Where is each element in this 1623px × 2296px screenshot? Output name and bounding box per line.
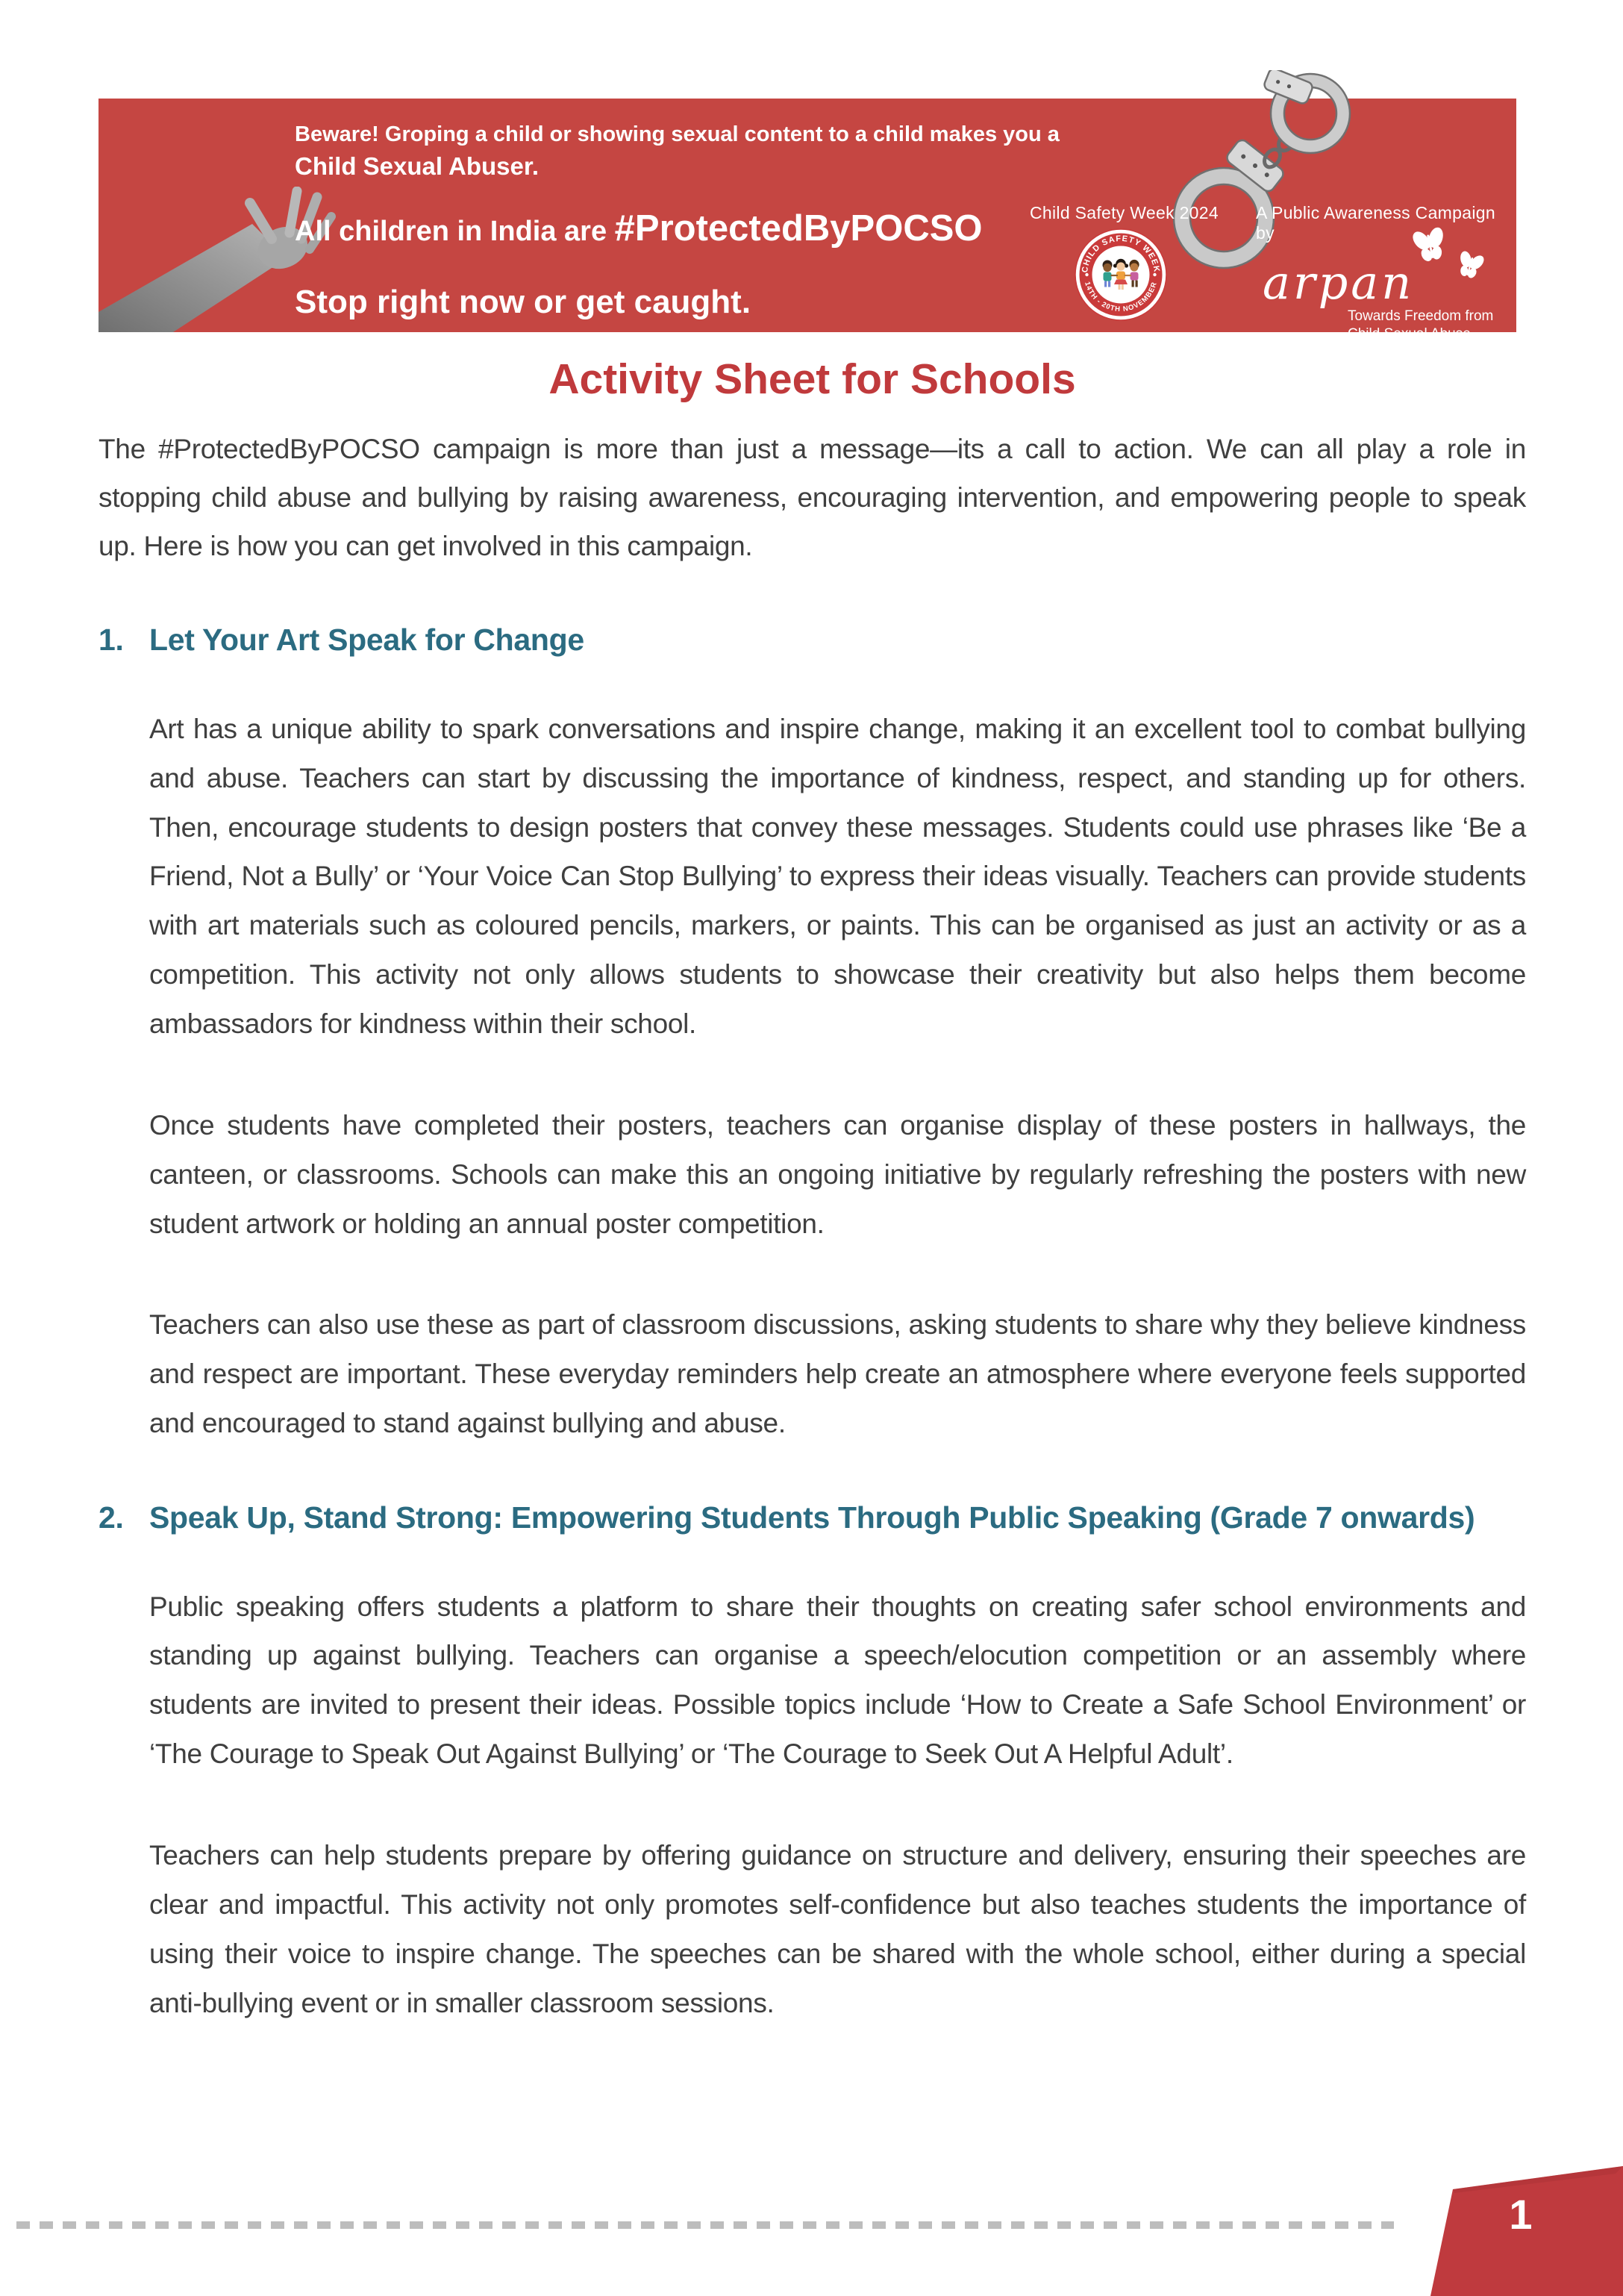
banner-children-prefix: All children in India are: [295, 216, 615, 247]
child-safety-week-label: Child Safety Week 2024: [1030, 203, 1219, 222]
document-body: [98, 332, 1526, 2027]
arpan-logo-name: arpan: [1263, 255, 1415, 310]
section-1-paragraph-2: Once students have completed their posters, teachers can organise display of these posters in hallways, the canteen, or classrooms. Schools can make this an ongoing initiative by regularly refreshing the posters with new student artwork or holding an annual poster competition.: [149, 1109, 1526, 1239]
badge-top-arc-text: CHILD SAFETY WEEK: [1080, 234, 1162, 274]
banner-headline: [295, 119, 1153, 321]
section-1-paragraph-3: Teachers can also use these as part of classroom discussions, asking students to share why they believe kindness and respect are important. These everyday reminders help create an atmosphere where everyone feels supported and encouraged to stand against bullying and abuse.: [149, 1309, 1526, 1439]
butterfly-icon: [1403, 225, 1500, 284]
banner-abuser-line: Child Sexual Abuser.: [295, 152, 540, 180]
campaign-by-label: A Public Awareness Campaign by: [1256, 203, 1495, 243]
section-2-heading-text: Speak Up, Stand Strong: Empowering Students Through Public Speaking (Grade 7 onwards): [149, 1500, 1475, 1535]
section-2-heading: [98, 1494, 1526, 1542]
arpan-tagline-line1: Towards Freedom from: [1348, 308, 1494, 324]
section-2-paragraph-1: Public speaking offers students a platform to share their thoughts on creating safer school environments and standing up against bullying. Teachers can organise a speech/elocution competition or an assembly where students are invited to present their ideas. Possible topics include ‘How to Create a Safe School Environment’ or ‘The Courage to Speak Out Against Bullying’ or ‘The Courage to Seek Out A Helpful Adult’.: [149, 1591, 1526, 1770]
arpan-logo: [1263, 224, 1516, 342]
child-safety-week-badge: [1075, 228, 1167, 321]
page-corner: [1429, 2163, 1623, 2296]
banner-cta-line: Stop right now or get caught.: [295, 284, 751, 320]
pocso-hashtag: #ProtectedByPOCSO: [614, 208, 983, 249]
section-1-heading: [98, 617, 1526, 664]
intro-paragraph: The #ProtectedByPOCSO campaign is more than just a message—its a call to action. We can all play a role in stopping child abuse and bullying by raising awareness, encouraging intervention, and empowering people to speak up. Here is how you can get involved in this campaign.: [98, 434, 1526, 562]
badge-bottom-arc-text: 14TH - 20TH NOVEMBER: [1083, 281, 1159, 314]
page-number: 1: [1509, 2191, 1533, 2238]
campaign-banner: [98, 99, 1516, 342]
section-1-heading-text: Let Your Art Speak for Change: [149, 623, 584, 658]
footer-dash-line: [16, 2221, 1394, 2229]
arpan-tagline-line2: Child Sexual Abuse: [1348, 326, 1471, 342]
section-2-paragraph-2: Teachers can help students prepare by offering guidance on structure and delivery, ensuring their speeches are clear and impactful. This activity not only promotes self-confidence but also teaches students the importance of using their voice to inspire change. The speeches can be shared with the whole school, either during a special anti-bullying event or in smaller classroom sessions.: [149, 1840, 1526, 2018]
banner-children-line: [295, 208, 1153, 258]
banner-warning-line: Beware! Groping a child or showing sexual content to a child makes you a: [295, 122, 1060, 146]
section-1-number: 1.: [98, 623, 124, 658]
section-1-paragraph-1: Art has a unique ability to spark conversations and inspire change, making it an excellent tool to combat bullying and abuse. Teachers can start by discussing the importance of kindness, respect, and standing up for others. Then, encourage students to design posters that convey these messages. Students could use phrases like ‘Be a Friend, Not a Bully’ or ‘Your Voice Can Stop Bullying’ to express their ideas visually. Teachers can provide students with art materials such as coloured pencils, markers, or paints. This can be organised as just an activity or as a competition. This activity not only allows students to showcase their creativity but also helps them become ambassadors for kindness within their school.: [149, 713, 1526, 1040]
section-2-number: 2.: [98, 1500, 124, 1535]
page-title: Activity Sheet for Schools: [548, 355, 1076, 403]
